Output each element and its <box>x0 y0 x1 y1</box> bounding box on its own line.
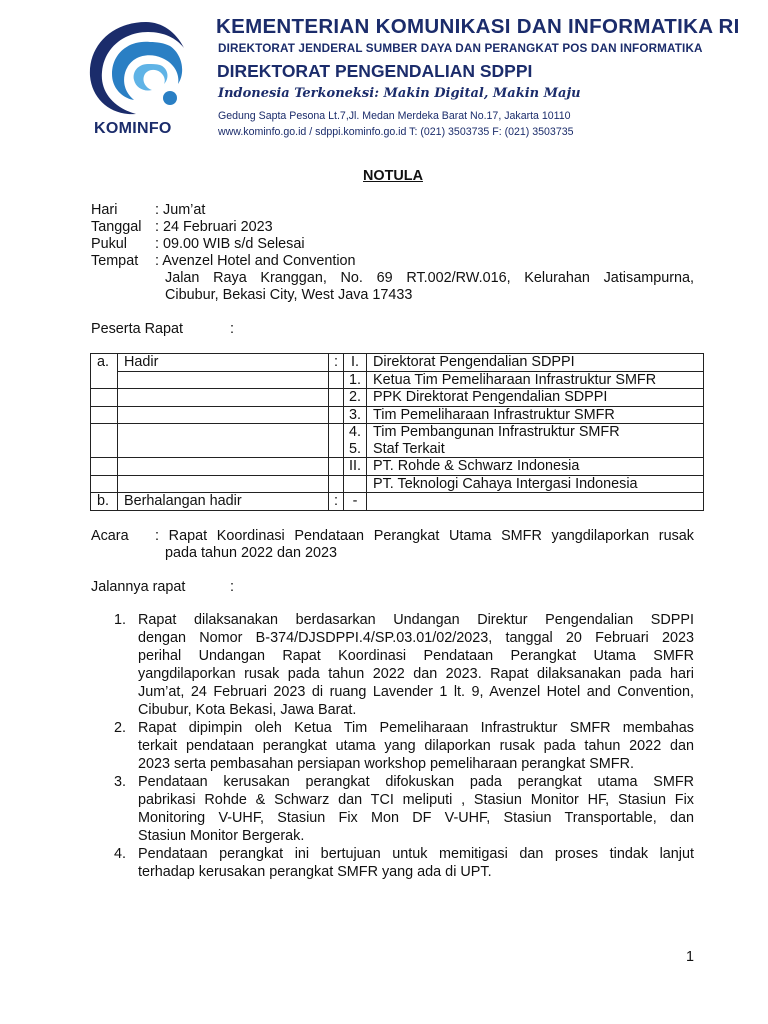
table-cell <box>329 389 344 407</box>
directorate-name: DIREKTORAT PENGENDALIAN SDPPI <box>217 61 533 81</box>
table-cell <box>91 389 118 407</box>
slogan: Indonesia Terkoneksi: Makin Digital, Makin Maju <box>218 86 581 101</box>
info-label-day: Hari <box>91 202 118 218</box>
table-row <box>91 458 704 476</box>
web-contact: www.kominfo.go.id / sdppi.kominfo.go.id T: (021) 3503735 F: (021) 3503735 <box>218 126 574 138</box>
info-value-date: : 24 Februari 2023 <box>155 219 273 235</box>
info-label-time: Pukul <box>91 236 127 252</box>
table-cell: a. <box>91 354 118 372</box>
table-cell: Hadir <box>118 354 329 372</box>
table-cell: 2. <box>344 389 367 407</box>
table-cell <box>118 458 329 476</box>
table-cell: - <box>344 493 367 511</box>
proceedings-colon: : <box>230 579 234 595</box>
list-item-number: 3. <box>114 774 127 790</box>
table-cell: b. <box>91 493 118 511</box>
table-cell: 5. <box>344 441 367 458</box>
address: Gedung Sapta Pesona Lt.7,Jl. Medan Merdeka Barat No.17, Jakarta 10110 <box>218 110 571 122</box>
info-value-place: : Avenzel Hotel and Convention <box>155 253 356 269</box>
table-row <box>91 406 704 424</box>
venue-line: Cibubur, Bekasi City, West Java 17433 <box>165 287 413 303</box>
directorate-general: DIREKTORAT JENDERAL SUMBER DAYA DAN PERANGKAT POS DAN INFORMATIKA <box>218 42 703 55</box>
participants-table <box>90 353 704 511</box>
list-item-line: pabrikasi Rohde & Schwarz dan TCI meliputi , Stasiun Monitor HF, Stasiun Fix <box>138 792 694 808</box>
table-cell <box>344 475 367 493</box>
participants-colon: : <box>230 321 234 337</box>
table-row <box>91 354 704 372</box>
table-cell <box>91 424 118 441</box>
table-cell <box>91 475 118 493</box>
table-cell <box>91 371 118 389</box>
logo-wordmark: KOMINFO <box>94 120 172 137</box>
table-cell: Ketua Tim Pemeliharaan Infrastruktur SMFR <box>367 371 704 389</box>
info-label-place: Tempat <box>91 253 139 269</box>
table-cell <box>118 475 329 493</box>
table-cell <box>91 406 118 424</box>
list-item-line: dengan Nomor B-374/DJSDPPI.4/SP.03.01/02/2023, tanggal 20 Februari 2023 <box>138 630 694 646</box>
list-item-number: 1. <box>114 612 127 628</box>
list-item-line: Rapat dilaksanakan berdasarkan Undangan Direktur Pengendalian SDPPI <box>138 612 694 628</box>
list-item-line: Pendataan perangkat ini bertujuan untuk memitigasi dan proses tindak lanjut <box>138 846 694 862</box>
table-cell: 1. <box>344 371 367 389</box>
table-row <box>91 441 704 458</box>
agenda-line: : Rapat Koordinasi Pendataan Perangkat Utama SMFR yangdilaporkan rusak <box>155 528 694 544</box>
venue-line: Jalan Raya Kranggan, No. 69 RT.002/RW.016, Kelurahan Jatisampurna, <box>165 270 694 286</box>
table-cell <box>118 424 329 441</box>
table-cell <box>329 406 344 424</box>
list-item-line: Monitoring V-UHF, Stasiun Fix Mon DF V-UHF, Stasiun Transportable, dan <box>138 810 694 826</box>
table-cell: Berhalangan hadir <box>118 493 329 511</box>
agenda-line: pada tahun 2022 dan 2023 <box>165 545 338 561</box>
table-cell <box>329 475 344 493</box>
info-value-day: : Jum’at <box>155 202 206 218</box>
table-cell: II. <box>344 458 367 476</box>
list-item-line: Jum’at, 24 Februari 2023 di ruang Lavender 1 lt. 9, Avenzel Hotel and Convention, <box>138 684 694 700</box>
list-item-line: Stasiun Monitor Bergerak. <box>138 828 305 844</box>
list-item-line: Rapat dipimpin oleh Ketua Tim Pemeliharaan Infrastruktur SMFR membahas <box>138 720 694 736</box>
table-cell <box>329 441 344 458</box>
table-cell: PPK Direktorat Pengendalian SDPPI <box>367 389 704 407</box>
table-cell: : <box>329 354 344 372</box>
table-cell <box>329 371 344 389</box>
table-cell: PT. Rohde & Schwarz Indonesia <box>367 458 704 476</box>
list-item-line: terhadap kerusakan perangkat SMFR yang ada di UPT. <box>138 864 492 880</box>
table-cell: : <box>329 493 344 511</box>
table-cell: I. <box>344 354 367 372</box>
table-cell: PT. Teknologi Cahaya Intergasi Indonesia <box>367 475 704 493</box>
table-row <box>91 371 704 389</box>
table-cell: Direktorat Pengendalian SDPPI <box>367 354 704 372</box>
table-cell <box>329 424 344 441</box>
list-item-line: Cibubur, Kota Bekasi, Jawa Barat. <box>138 702 357 718</box>
letterhead <box>0 0 768 160</box>
table-cell: 3. <box>344 406 367 424</box>
info-label-date: Tanggal <box>91 219 142 235</box>
table-row <box>91 424 704 441</box>
list-item-line: Pendataan kerusakan perangkat difokuskan pada perangkat utama SMFR <box>138 774 694 790</box>
agenda-label: Acara <box>91 528 129 544</box>
proceedings-label: Jalannya rapat <box>91 579 186 595</box>
table-row <box>91 493 704 511</box>
table-row <box>91 389 704 407</box>
list-item-line: terkait pendataan perangkat utama yang dilaporkan rusak pada tahun 2022 dan <box>138 738 694 754</box>
list-item-line: yangdilaporkan rusak pada tahun 2022 dan 2023. Rapat dilaksanakan pada hari <box>138 666 694 682</box>
table-cell <box>118 389 329 407</box>
table-cell <box>118 441 329 458</box>
list-item-number: 4. <box>114 846 127 862</box>
table-cell: Tim Pemeliharaan Infrastruktur SMFR <box>367 406 704 424</box>
table-row <box>91 475 704 493</box>
table-cell <box>329 458 344 476</box>
table-cell: Staf Terkait <box>367 441 704 458</box>
document-title: NOTULA <box>363 168 423 184</box>
list-item-line: perihal Undangan Rapat Koordinasi Pendataan Perangkat Utama SMFR <box>138 648 694 664</box>
kominfo-logo-icon <box>84 18 204 118</box>
table-cell: 4. <box>344 424 367 441</box>
table-cell <box>367 493 704 511</box>
participants-label: Peserta Rapat <box>91 321 183 337</box>
ministry-title: KEMENTERIAN KOMUNIKASI DAN INFORMATIKA RI <box>216 15 740 38</box>
table-cell <box>118 371 329 389</box>
table-cell <box>91 458 118 476</box>
table-cell: Tim Pembangunan Infrastruktur SMFR <box>367 424 704 441</box>
info-value-time: : 09.00 WIB s/d Selesai <box>155 236 305 252</box>
list-item-number: 2. <box>114 720 127 736</box>
table-cell <box>91 441 118 458</box>
page-number: 1 <box>686 949 695 965</box>
list-item-line: 2023 serta pembasahan persiapan workshop pemeliharaan perangkat SMFR. <box>138 756 634 772</box>
table-cell <box>118 406 329 424</box>
